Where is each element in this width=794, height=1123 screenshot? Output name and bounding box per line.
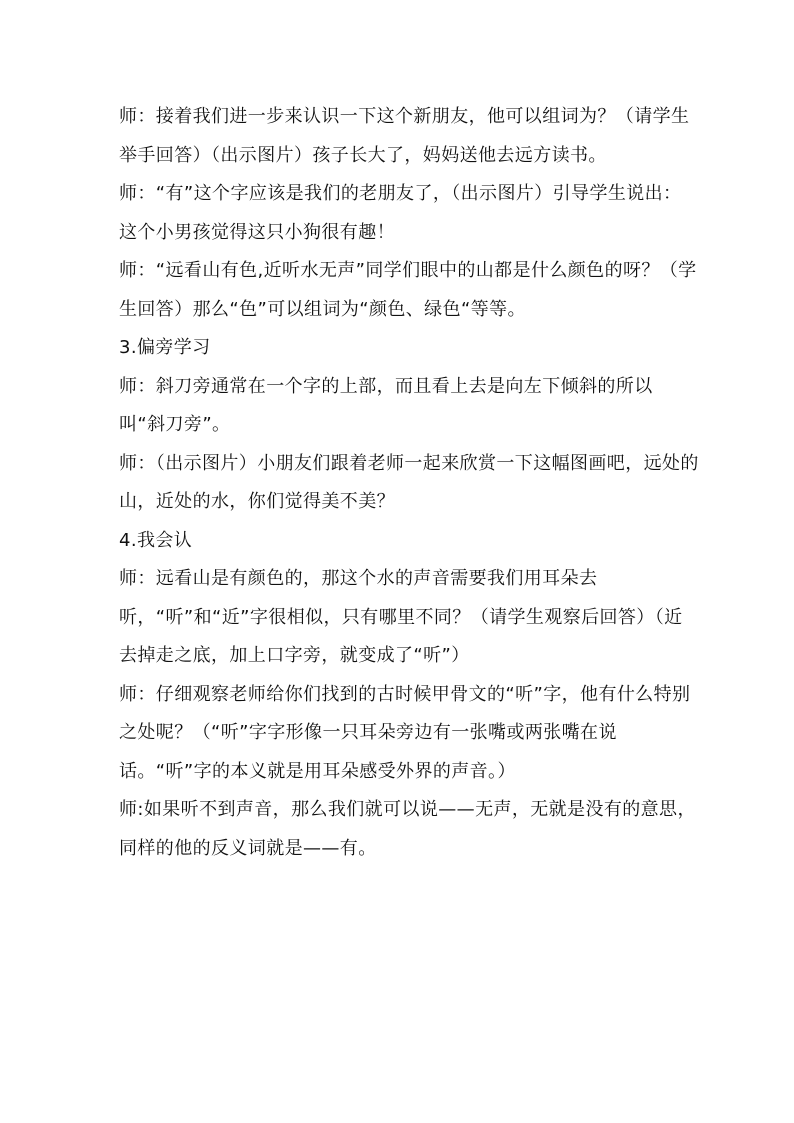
paragraph-6: 师：远看山是有颜色的，那这个水的声音需要我们用耳朵去听，“听”和“近”字很相似，只有哪里不同？（请学生观察后回答）（近去掉走之底，加上口字旁，就变成了“听”） [119,568,683,666]
paragraph-2: 师：“有”这个字应该是我们的老朋友了，（出示图片）引导学生说出：这个小男孩觉得这只小狗很有趣！ [119,183,682,243]
paragraph-8: 师:如果听不到声音，那么我们就可以说——无声，无就是没有的意思，同样的他的反义词就是——有。 [119,799,696,859]
section-heading-i-can-recognize: 4.我会认 [119,529,193,551]
document-body [119,98,699,868]
section-heading-radical-study: 3.偏旁学习 [119,337,211,358]
paragraph-5: 师：（出示图片）小朋友们跟着老师一起来欣赏一下这幅图画吧，远处的山，近处的水，你们觉得美不美？ [119,452,699,512]
paragraph-7: 师：仔细观察老师给你们找到的古时候甲骨文的“听”字，他有什么特别之处呢？（“听”字字形像一只耳朵旁边有一张嘴或两张嘴在说话。“听”字的本义就是用耳朵感受外界的声音。） [119,683,691,782]
paragraph-1: 师：接着我们进一步来认识一下这个新朋友，他可以组词为？（请学生举手回答）（出示图片）孩子长大了，妈妈送他去远方读书。 [119,106,690,166]
paragraph-3: 师：“远看山有色,近听水无声”同学们眼中的山都是什么颜色的呀？（学生回答）那么“色”可以组词为“颜色、绿色“等等。 [119,260,697,320]
paragraph-4: 师：斜刀旁通常在一个字的上部，而且看上去是向左下倾斜的所以叫“斜刀旁”。 [119,375,653,435]
